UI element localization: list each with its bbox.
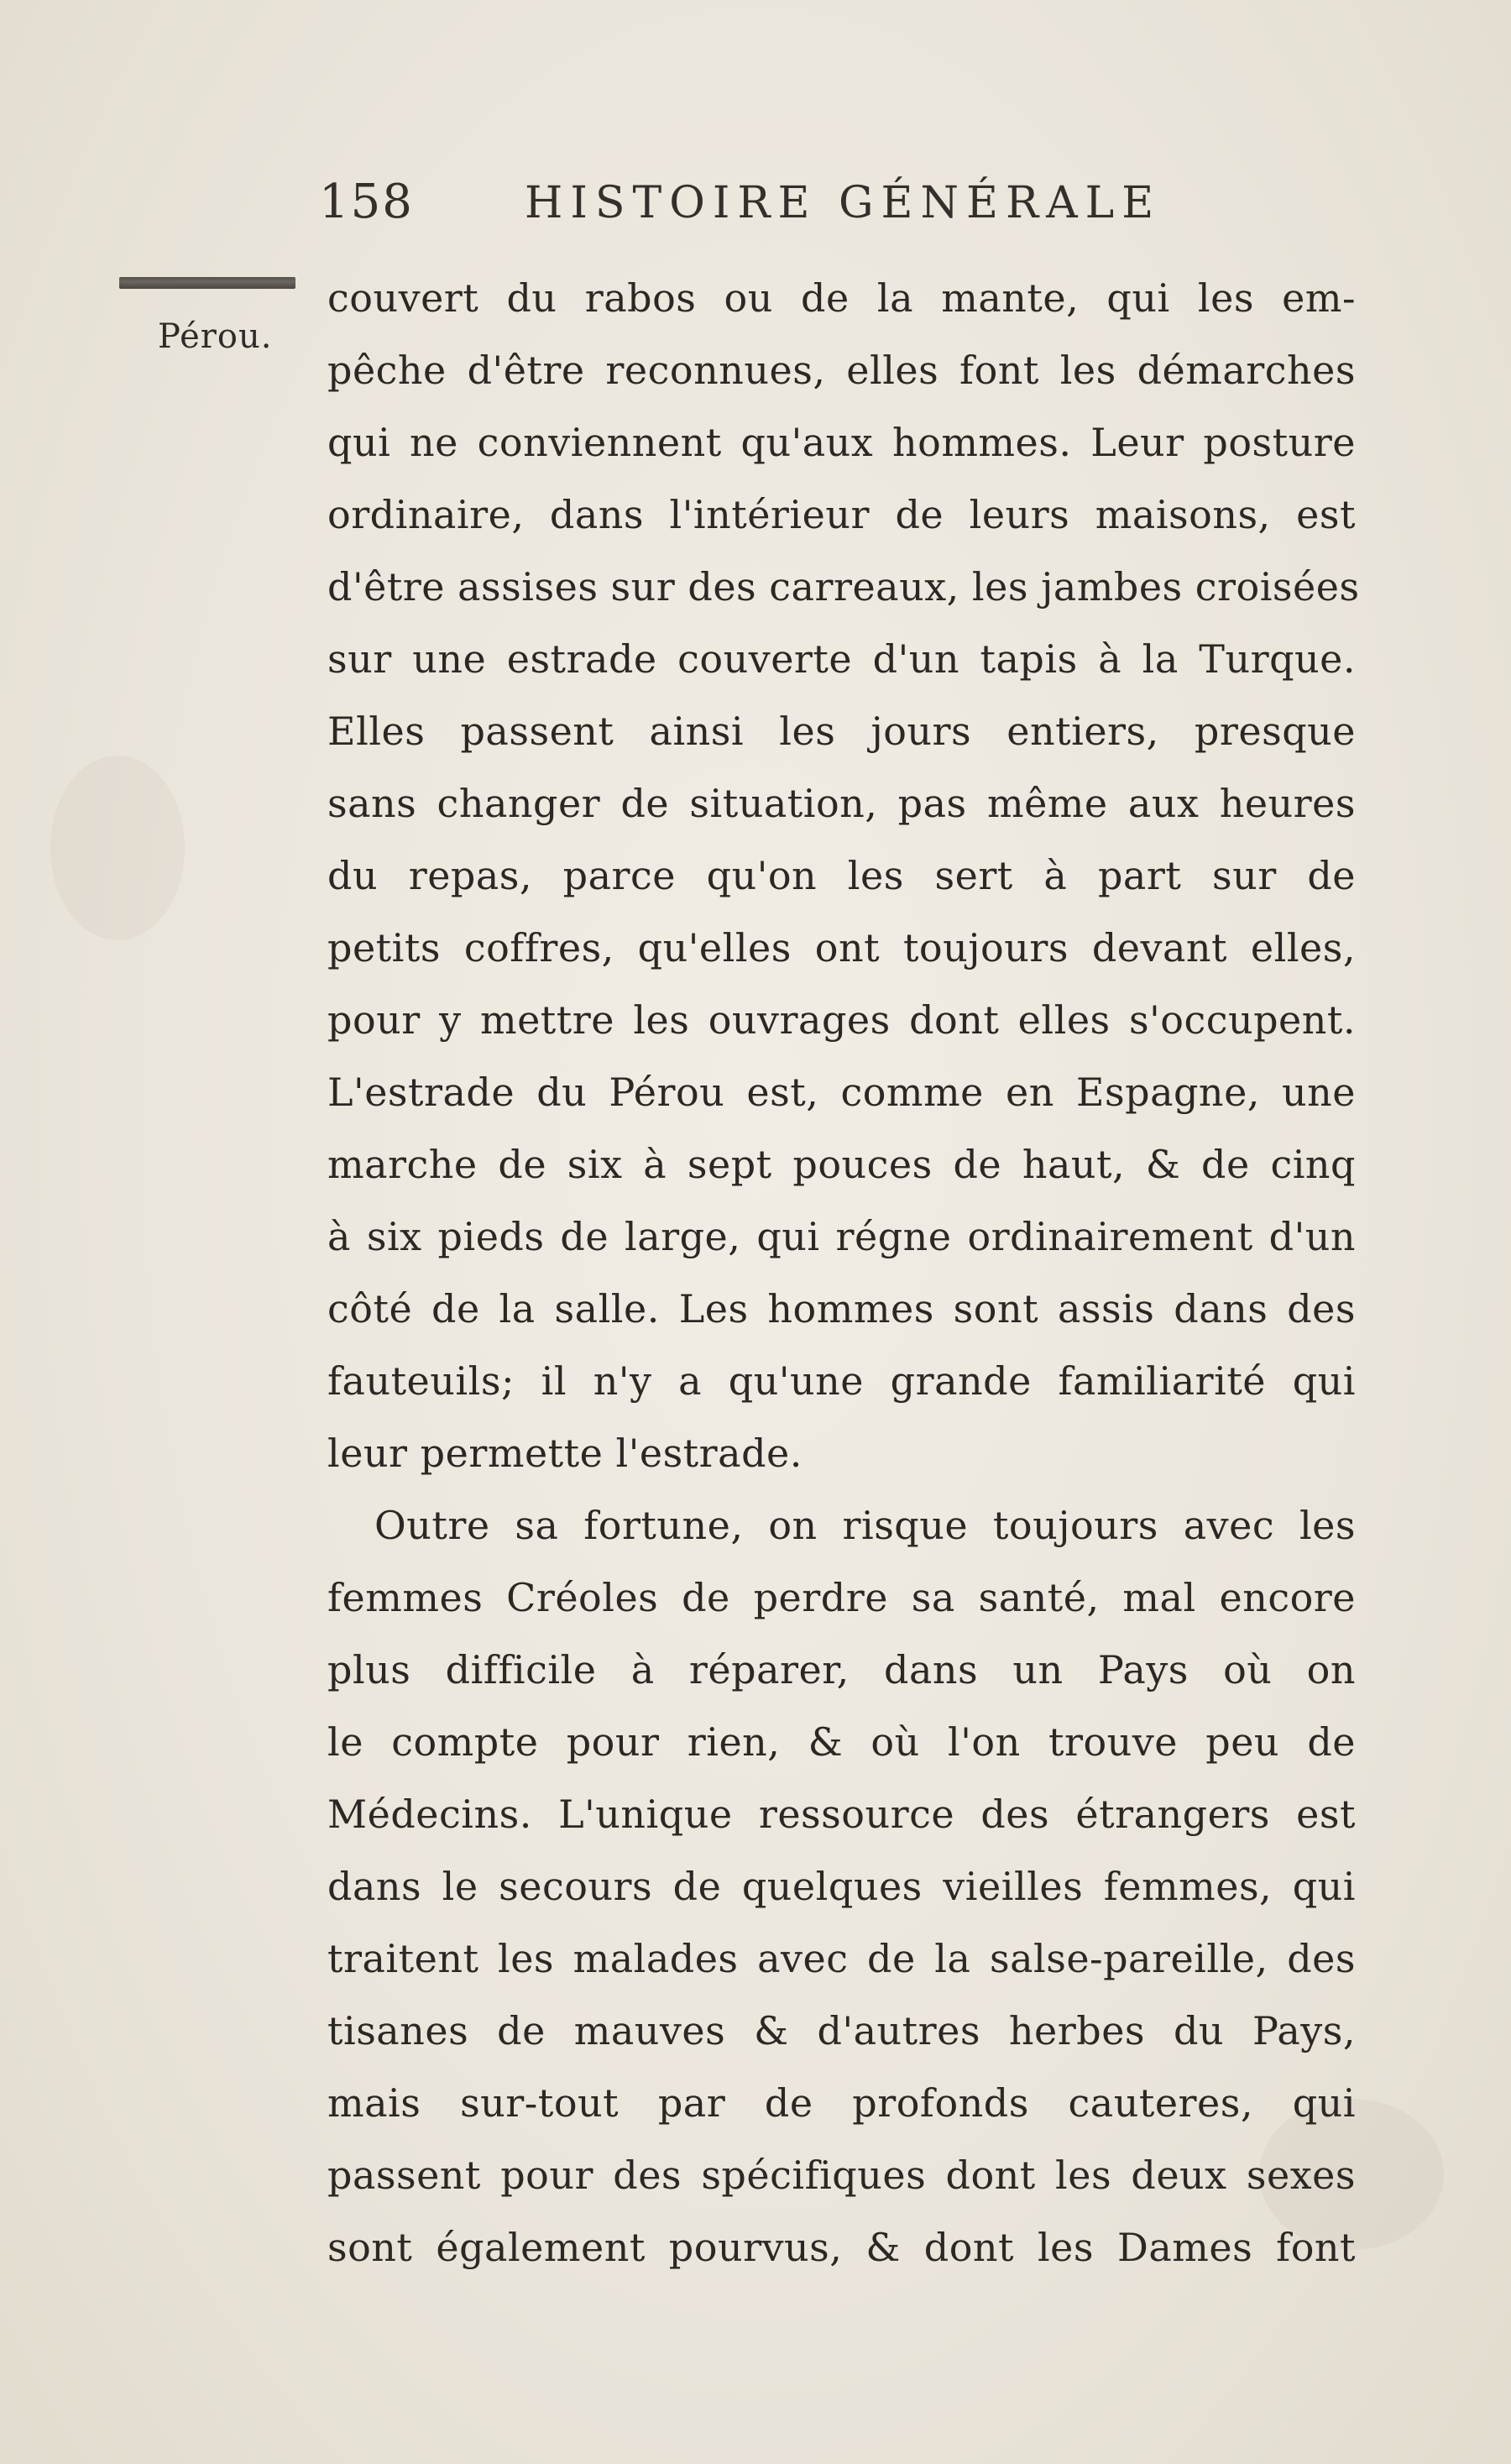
- text-line: Médecins. L'unique ressource des étrangers est: [327, 1792, 1356, 1837]
- text-line: d'être assises sur des carreaux, les jambes croisées: [327, 564, 1360, 609]
- text-line: femmes Créoles de perdre sa santé, mal encore: [327, 1575, 1356, 1620]
- paragraph-start-line: Outre sa fortune, on risque toujours avec les: [374, 1503, 1356, 1548]
- text-line: leur permette l'estrade.: [327, 1431, 803, 1476]
- text-line: marche de six à sept pouces de haut, & de cinq: [327, 1142, 1356, 1187]
- text-line: traitent les malades avec de la salse-pareille, des: [327, 1936, 1356, 1981]
- text-line: tisanes de mauves & d'autres herbes du Pays,: [327, 2008, 1356, 2053]
- text-line: ordinaire, dans l'intérieur de leurs maisons, est: [327, 492, 1356, 537]
- text-line: fauteuils; il n'y a qu'une grande familiarité qui: [327, 1358, 1356, 1404]
- text-line: à six pieds de large, qui régne ordinairement d'un: [327, 1214, 1356, 1259]
- text-line: passent pour des spécifiques dont les deux sexes: [327, 2153, 1356, 2198]
- margin-rule: [119, 277, 295, 289]
- margin-note: Pérou.: [158, 317, 273, 356]
- text-line: mais sur-tout par de profonds cauteres, qui: [327, 2080, 1356, 2126]
- text-line: Elles passent ainsi les jours entiers, presque: [327, 709, 1356, 754]
- text-line: dans le secours de quelques vieilles femmes, qui: [327, 1864, 1356, 1909]
- text-line: du repas, parce qu'on les sert à part sur de: [327, 853, 1356, 898]
- paper-stain: [50, 756, 185, 940]
- text-line: côté de la salle. Les hommes sont assis dans des: [327, 1286, 1356, 1331]
- text-line: sont également pourvus, & dont les Dames font: [327, 2225, 1356, 2270]
- running-head: HISTOIRE GÉNÉRALE: [525, 178, 1162, 228]
- body-text: [327, 262, 1360, 2284]
- text-line: sur une estrade couverte d'un tapis à la Turque.: [327, 636, 1356, 682]
- text-line: sans changer de situation, pas même aux heures: [327, 781, 1356, 826]
- text-line: qui ne conviennent qu'aux hommes. Leur posture: [327, 420, 1356, 465]
- text-line: pour y mettre les ouvrages dont elles s'occupent.: [327, 997, 1356, 1043]
- text-line: L'estrade du Pérou est, comme en Espagne, une: [327, 1070, 1356, 1115]
- text-line: pêche d'être reconnues, elles font les démarches: [327, 348, 1356, 393]
- page-number: 158: [319, 175, 414, 229]
- text-line: plus difficile à réparer, dans un Pays où on: [327, 1647, 1356, 1692]
- text-line: le compte pour rien, & où l'on trouve peu de: [327, 1719, 1356, 1765]
- page-header: [319, 175, 1251, 242]
- text-line: petits coffres, qu'elles ont toujours devant elles,: [327, 925, 1356, 970]
- text-line: couvert du rabos ou de la mante, qui les em-: [327, 275, 1356, 321]
